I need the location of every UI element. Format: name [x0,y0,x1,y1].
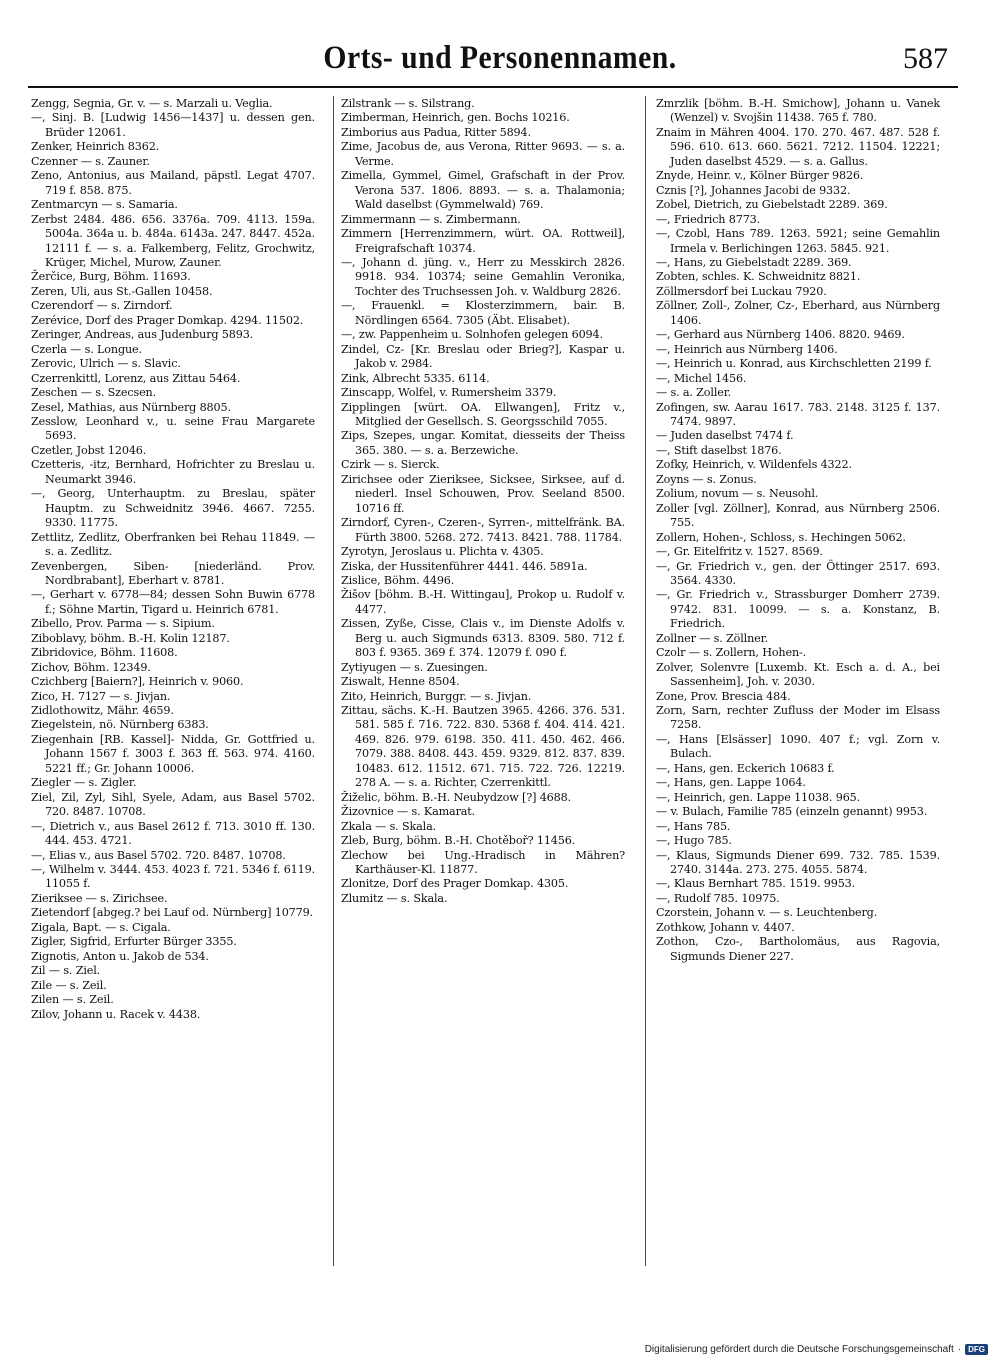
index-entry: Zothkow, Johann v. 4407. [656,920,795,934]
index-entry: Zerovic, Ulrich — s. Slavic. [31,357,181,371]
index-entry: Czerendorf — s. Zirndorf. [31,299,173,313]
index-entry: —, Gr. Friedrich v., Strassburger Domherr 2739. 9742. 831. 10099. — s. a. Konstanz, B. Friedrich. [656,588,940,631]
index-entry: Žišov [böhm. B.-H. Wittingau], Prokop u. Rudolf v. 4477. [341,588,625,616]
index-entry: —, zw. Pappenheim u. Solnhofen gelegen 6094. [341,328,603,342]
index-entry: Zile — s. Zeil. [31,978,107,992]
index-entry: Zips, Szepes, ungar. Komitat, diesseits der Theiss 365. 380. — s. a. Berzewiche. [341,429,625,457]
index-entry: —, Hans, zu Giebelstadt 2289. 369. [656,255,852,269]
index-entry: Zerévice, Dorf des Prager Domkap. 4294. 11502. [31,313,304,327]
index-entry: Zime, Jacobus de, aus Verona, Ritter 9693. — s. a. Verme. [341,140,625,168]
index-entry: Czirk — s. Sierck. [341,458,440,472]
index-entry: Ziswalt, Henne 8504. [341,675,460,689]
index-entry: Zichov, Böhm. 12349. [31,660,151,674]
index-entry: Zietendorf [abgeg.? bei Lauf od. Nürnberg] 10779. [31,906,313,920]
index-entry: —, Hugo 785. [656,834,732,848]
index-entry: Zmrzlik [böhm. B.-H. Smichow], Johann u. Vanek (Wenzel) v. Svojšin 11438. 765 f. 780. [656,97,940,125]
index-entry: Zilen — s. Zeil. [31,993,114,1007]
index-entry: Zone, Prov. Brescia 484. [656,689,791,703]
index-entry: Zimberman, Heinrich, gen. Bochs 10216. [341,111,570,125]
index-entry: —, Hans [Elsässer] 1090. 407 f.; vgl. Zorn v. Bulach. [656,732,940,761]
index-entry: Zlonitze, Dorf des Prager Domkap. 4305. [341,877,569,891]
index-entry: Zolver, Solenvre [Luxemb. Kt. Esch a. d. A., bei Sassenheim], Joh. v. 2030. [656,660,940,689]
page-number: 587 [903,42,948,75]
page-title: Orts- und Personennamen. [323,40,677,76]
index-entry: —, Wilhelm v. 3444. 453. 4023 f. 721. 5346 f. 6119. 11055 f. [31,863,315,891]
index-entry: Zofingen, sw. Aarau 1617. 783. 2148. 3125 f. 137. 7474. 9897. [656,400,940,428]
index-entry: Zyrotyn, Jeroslaus u. Plichta v. 4305. [341,545,544,559]
index-entry: Zipplingen [würt. OA. Ellwangen], Fritz v., Mitglied der Gesellsch. S. Georgsschild 7055. [341,400,625,428]
index-entry: Zeno, Antonius, aus Mailand, päpstl. Legat 4707. 719 f. 858. 875. [31,169,315,197]
index-entry: Ziel, Zil, Zyl, Sihl, Syele, Adam, aus Basel 5702. 720. 8487. 10708. [31,790,315,819]
index-entry: Zirndorf, Cyren-, Czeren-, Syrren-, mittelfränk. BA. Fürth 3800. 5268. 272. 7413. 8421. 788. 11784. [341,516,625,544]
index-entry: Zinscapp, Wolfel, v. Rumersheim 3379. [341,386,557,400]
index-entry: Zeringer, Andreas, aus Judenburg 5893. [31,328,254,342]
index-entry: Ziboblavy, böhm. B.-H. Kolin 12187. [31,631,230,645]
index-entry: Zirichsee oder Zieriksee, Sicksee, Sirksee, auf d. niederl. Insel Schouwen, Prov. Seeland 8500. 10716 ff. [341,472,625,515]
index-entry: Zkala — s. Skala. [341,819,436,833]
index-entry: —, Georg, Unterhauptm. zu Breslau, später Hauptm. zu Schweidnitz 3946. 4667. 7255. 9330. 11775. [31,487,315,530]
index-entry: Zevenbergen, Siben- [niederländ. Prov. Nordbrabant], Eberhart v. 8781. [31,559,315,587]
index-entry: Zigler, Sigfrid, Erfurter Bürger 3355. [31,935,237,949]
index-entry: —, Hans, gen. Eckerich 10683 f. [656,761,835,775]
index-entry: —, Gerhart v. 6778—84; dessen Sohn Buwin 6778 f.; Söhne Martin, Tigard u. Heinrich 6781. [31,588,315,616]
index-entry: Zentmarcyn — s. Samaria. [31,198,178,212]
index-entry: Zimella, Gymmel, Gimel, Grafschaft in der Prov. Verona 537. 1806. 8893. — s. a. Thalamonia; Wald daselbst (Gymmelwald) 769. [341,169,625,212]
index-entry: Zindel, Cz- [Kr. Breslau oder Brieg?], Kaspar u. Jakob v. 2984. [341,342,625,371]
header-rule [28,86,958,88]
index-entry: —, Heinrich aus Nürnberg 1406. [656,342,838,356]
index-entry: Zilov, Johann u. Racek v. 4438. [31,1007,201,1021]
index-entry: Zolium, novum — s. Neusohl. [656,487,819,501]
index-entry: —, Hans, gen. Lappe 1064. [656,776,806,790]
index-entry: Ziegenhain [RB. Kassel]- Nidda, Gr. Gottfried u. Johann 1567 f. 3003 f. 363 ff. 563. 974. 4160. 5221 ff.; Gr. Johann 10006. [31,732,315,775]
index-entry: Ziegelstein, nö. Nürnberg 6383. [31,718,209,732]
index-entry: —, Gr. Eitelfritz v. 1527. 8569. [656,545,823,559]
index-entry: Zerbst 2484. 486. 656. 3376a. 709. 4113. 159a. 5004a. 364a u. b. 484a. 6143a. 247. 8447. 452a. 12111 f. — s. a. Falkemberg, Felitz, Grochwitz, Krüger, Michel, Murow, Zauner. [31,212,315,269]
index-entry: Zytiyugen — s. Zuesingen. [341,660,488,674]
index-entry: —, Gr. Friedrich v., gen. der Öttinger 2517. 693. 3564. 4330. [656,559,940,587]
dfg-logo: DFG [965,1344,988,1355]
index-entry: Zoller [vgl. Zöllner], Konrad, aus Nürnberg 2506. 755. [656,501,940,530]
index-entry: Zink, Albrecht 5335. 6114. [341,371,490,385]
index-entry: Zlechow bei Ung.-Hradisch in Mähren? Karthäuser-Kl. 11877. [341,848,625,877]
index-entry: Ziegler — s. Zigler. [31,776,137,790]
index-entry: Zesel, Mathias, aus Nürnberg 8805. [31,400,231,414]
index-entry: Czolr — s. Zollern, Hohen-. [656,646,807,660]
index-entry: —, Stift daselbst 1876. [656,443,782,457]
index-entry: Zibridovice, Böhm. 11608. [31,646,178,660]
index-entry: Zimborius aus Padua, Ritter 5894. [341,125,531,139]
index-entry: Zil — s. Ziel. [31,964,101,978]
footer-separator: · [957,1344,962,1355]
index-entry: Zeschen — s. Szecsen. [31,386,157,400]
index-entry: Zollern, Hohen-, Schloss, s. Hechingen 5062. [656,530,906,544]
index-entry: —, Klaus, Sigmunds Diener 699. 732. 785. 1539. 2740. 3144a. 273. 275. 4055. 5874. [656,848,940,877]
index-entry: Zieriksee — s. Zirichsee. [31,891,168,905]
index-column-2 [341,97,625,906]
index-entry: Zöllner, Zoll-, Zolner, Cz-, Eberhard, aus Nürnberg 1406. [656,299,940,327]
index-entry: — Juden daselbst 7474 f. [656,429,794,443]
index-entry: Czetteris, -itz, Bernhard, Hofrichter zu Breslau u. Neumarkt 3946. [31,458,315,486]
index-entry: Czerla — s. Longue. [31,342,142,356]
index-entry: Žiželic, böhm. B.-H. Neubydzow [?] 4688. [341,790,571,804]
footer-text: Digitalisierung gefördert durch die Deutsche Forschungsgemeinschaft [644,1344,954,1355]
index-entry: — v. Bulach, Familie 785 (einzeln genannt) 9953. [656,805,928,819]
index-entry: Ziska, der Hussitenführer 4441. 446. 5891a. [341,559,588,573]
index-entry: —, Dietrich v., aus Basel 2612 f. 713. 3010 ff. 130. 444. 453. 4721. [31,819,315,848]
index-entry: Zobel, Dietrich, zu Giebelstadt 2289. 369. [656,198,888,212]
index-entry: Zito, Heinrich, Burggr. — s. Jivjan. [341,689,532,703]
index-entry: Žizovnice — s. Kamarat. [341,805,476,819]
index-entry: Zoyns — s. Zonus. [656,472,757,486]
index-entry: Zettlitz, Zedlitz, Oberfranken bei Rehau 11849. — s. a. Zedlitz. [31,530,315,559]
index-entry: —, Gerhard aus Nürnberg 1406. 8820. 9469. [656,328,905,342]
index-entry: Zislice, Böhm. 4496. [341,573,455,587]
index-entry: Znyde, Heinr. v., Kölner Bürger 9826. [656,169,864,183]
column-divider-2 [645,96,646,1266]
column-divider-1 [333,96,334,1266]
index-entry: Zengg, Segnia, Gr. v. — s. Marzali u. Veglia. [31,97,273,110]
index-entry: —, Sinj. B. [Ludwig 1456—1437] u. dessen gen. Brüder 12061. [31,111,315,139]
index-entry: —, Heinrich u. Konrad, aus Kirchschletten 2199 f. [656,357,932,371]
index-entry: Zesslow, Leonhard v., u. seine Frau Margarete 5693. [31,414,315,443]
index-entry: Zöllmersdorf bei Luckau 7920. [656,284,827,298]
index-entry: Zofky, Heinrich, v. Wildenfels 4322. [656,458,852,472]
index-column-3 [656,97,940,964]
index-entry: Cznis [?], Johannes Jacobi de 9332. [656,183,851,197]
index-entry: —, Czobl, Hans 789. 1263. 5921; seine Gemahlin Irmela v. Berlichingen 1263. 5845. 921. [656,227,940,255]
index-entry: —, Hans 785. [656,819,731,833]
index-entry: —, Klaus Bernhart 785. 1519. 9953. [656,877,856,891]
index-entry: Zidlothowitz, Mähr. 4659. [31,704,174,718]
index-entry: Zico, H. 7127 — s. Jivjan. [31,689,171,703]
index-entry: Zeren, Uli, aus St.-Gallen 10458. [31,284,213,298]
index-entry: —, Rudolf 785. 10975. [656,891,780,905]
index-entry: Zimmern [Herrenzimmern, würt. OA. Rottweil], Freigrafschaft 10374. [341,227,625,255]
index-entry: —, Heinrich, gen. Lappe 11038. 965. [656,790,861,804]
index-entry: Žerčice, Burg, Böhm. 11693. [31,270,191,284]
index-entry: Czorstein, Johann v. — s. Leuchtenberg. [656,906,878,920]
index-entry: Zobten, schles. K. Schweidnitz 8821. [656,270,861,284]
index-entry: Zignotis, Anton u. Jakob de 534. [31,949,209,963]
index-entry: —, Friedrich 8773. [656,212,761,226]
index-entry: Zlumitz — s. Skala. [341,891,448,905]
index-entry: Zilstrank — s. Silstrang. [341,97,475,110]
index-column-1 [31,97,315,1022]
index-entry: — s. a. Zoller. [656,386,732,400]
index-entry: Zigala, Bapt. — s. Cigala. [31,920,171,934]
index-entry: Zollner — s. Zöllner. [656,631,769,645]
footer-credit [645,1344,988,1355]
index-entry: Zorn, Sarn, rechter Zufluss der Moder im Elsass 7258. [656,704,940,732]
index-entry: —, Michel 1456. [656,371,747,385]
index-entry: Znaim in Mähren 4004. 170. 270. 467. 487. 528 f. 596. 610. 613. 660. 5621. 7212. 11504. 12221; Juden daselbst 4529. — s. a. Gallus. [656,125,940,168]
index-entry: Zothon, Czo-, Bartholomäus, aus Ragovia, Sigmunds Diener 227. [656,935,940,963]
index-entry: Zittau, sächs. K.-H. Bautzen 3965. 4266. 376. 531. 581. 585 f. 716. 722. 830. 5368 f. 404. 414. 421. 469. 826. 979. 6198. 350. 411. 450. 462. 466. 7079. 388. 8408. 443. 459. 9329. 812. 837. 839. 10483. 612. 11512. 671. 715. 722. 726. 12219. 278 A. — s. a. Richter, Czerrenkittl. [341,704,625,790]
index-entry: —, Frauenkl. = Klosterzimmern, bair. B. Nördlingen 6564. 7305 (Äbt. Elisabet). [341,299,625,327]
index-entry: Czenner — s. Zauner. [31,154,150,168]
index-entry: Zissen, Zyße, Cisse, Clais v., im Dienste Adolfs v. Berg u. auch Sigmunds 6313. 8309. 580. 712 f. 803 f. 9365. 369 f. 374. 12079 f. 090 f. [341,617,625,660]
index-entry: Czetler, Jobst 12046. [31,443,147,457]
index-entry: —, Johann d. jüng. v., Herr zu Messkirch 2826. 9918. 934. 10374; seine Gemahlin Veronika, Tochter des Truchsessen Joh. v. Waldburg 2826. [341,255,625,298]
index-entry: Czerrenkittl, Lorenz, aus Zittau 5464. [31,371,241,385]
index-entry: Zibello, Prov. Parma — s. Sipium. [31,617,215,631]
index-entry: Zimmermann — s. Zimbermann. [341,212,521,226]
index-entry: —, Elias v., aus Basel 5702. 720. 8487. 10708. [31,848,286,862]
index-entry: Zenker, Heinrich 8362. [31,140,160,154]
index-entry: Czichberg [Baiern?], Heinrich v. 9060. [31,675,244,689]
index-entry: Zleb, Burg, böhm. B.-H. Chotěboř? 11456. [341,834,576,848]
